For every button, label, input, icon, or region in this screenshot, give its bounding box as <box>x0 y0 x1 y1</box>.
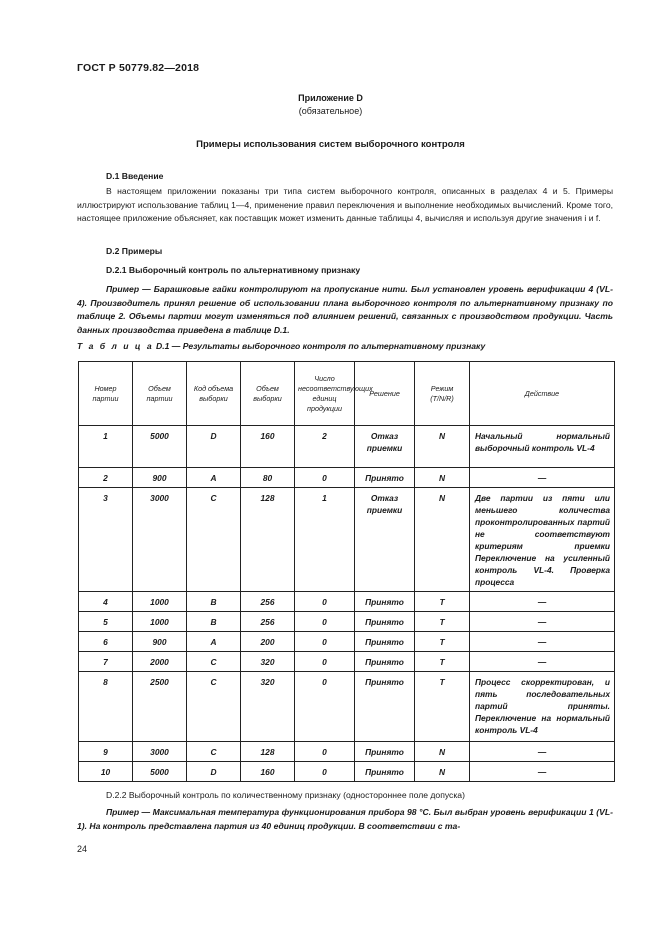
table-cell: 2000 <box>133 652 187 672</box>
table-cell: 0 <box>295 468 355 488</box>
column-header: Действие <box>470 362 615 426</box>
table-cell: 900 <box>133 468 187 488</box>
table-cell: 1000 <box>133 612 187 632</box>
table-cell: B <box>187 612 241 632</box>
annex-title: Приложение D <box>298 93 363 103</box>
table-cell: 4 <box>79 592 133 612</box>
table-cell: Принято <box>355 592 415 612</box>
table-caption <box>77 341 485 351</box>
table-cell: 3000 <box>133 742 187 762</box>
table-cell: A <box>187 468 241 488</box>
annex-heading: Примеры использования систем выборочного контроля <box>196 139 465 150</box>
table-cell: Отказ приемки <box>355 426 415 468</box>
table-row <box>79 632 615 652</box>
table-cell: 160 <box>241 426 295 468</box>
table-cell: — <box>470 632 615 652</box>
table-caption-prefix: Т а б л и ц а <box>77 341 154 351</box>
table-cell: — <box>470 742 615 762</box>
table-cell: 0 <box>295 672 355 742</box>
table-cell: D <box>187 426 241 468</box>
table-cell: 256 <box>241 592 295 612</box>
table-row <box>79 612 615 632</box>
table-cell: 0 <box>295 612 355 632</box>
table-cell: 2500 <box>133 672 187 742</box>
table-cell: 320 <box>241 672 295 742</box>
table-cell: N <box>415 426 470 468</box>
table-cell: B <box>187 592 241 612</box>
page-number: 24 <box>77 844 88 854</box>
table-row <box>79 652 615 672</box>
table-cell: — <box>470 762 615 782</box>
table-cell: 5 <box>79 612 133 632</box>
table-cell: — <box>470 612 615 632</box>
table-cell: C <box>187 742 241 762</box>
table-cell: 7 <box>79 652 133 672</box>
section-d21-title: D.2.1 Выборочный контроль по альтернативному признаку <box>106 265 361 275</box>
table-cell: 0 <box>295 742 355 762</box>
table-cell: T <box>415 612 470 632</box>
table-cell: 0 <box>295 632 355 652</box>
table-cell: T <box>415 672 470 742</box>
table-row <box>79 762 615 782</box>
section-d1-title: D.1 Введение <box>106 171 164 181</box>
table-row <box>79 488 615 592</box>
table-cell: 128 <box>241 742 295 762</box>
table-cell: C <box>187 488 241 592</box>
table-cell: 0 <box>295 652 355 672</box>
table-cell: 320 <box>241 652 295 672</box>
table-cell: Отказ приемки <box>355 488 415 592</box>
table-caption-title: D.1 — Результаты выборочного контроля по альтернативному признаку <box>156 341 486 351</box>
column-header: Объем партии <box>133 362 187 426</box>
column-header: Режим (T/N/R) <box>415 362 470 426</box>
table-cell: 3000 <box>133 488 187 592</box>
table-cell: Принято <box>355 632 415 652</box>
table-cell: 10 <box>79 762 133 782</box>
table-cell: N <box>415 742 470 762</box>
column-header: Код объема выборки <box>187 362 241 426</box>
section-d1-text: В настоящем приложении показаны три типа систем выборочного контроля, описанных в разделах 4 и 5. Примеры иллюстрируют использование таблиц 1—4, применение правил переключения и выполнение необходимых вычислений. Кроме того, настоящее приложение объясняет, как поставщик может изменить данные таблицы 4, вычисляя и используя другие значения i и f. <box>77 186 613 223</box>
table-cell: — <box>470 592 615 612</box>
table-cell: 900 <box>133 632 187 652</box>
table-cell: Две партии из пяти или меньшего количества проконтролированных партий не соответствуют критериям приемки Переключение на усиленный контроль VL-4. Проверка процесса <box>470 488 615 592</box>
section-d2-title: D.2 Примеры <box>106 246 163 256</box>
table-cell: 5000 <box>133 426 187 468</box>
annex-status: (обязательное) <box>298 106 363 116</box>
table-cell: 3 <box>79 488 133 592</box>
table-row <box>79 742 615 762</box>
document-code: ГОСТ Р 50779.82—2018 <box>77 62 200 74</box>
table-cell: 160 <box>241 762 295 782</box>
table-cell: 256 <box>241 612 295 632</box>
column-header: Номер партии <box>79 362 133 426</box>
example-d22-text: Пример — Максимальная температура функционирования прибора 98 °C. Был выбран уровень верификации 1 (VL-1). На контроль представлена партия из 40 единиц продукции. В соответствии с та- <box>77 807 613 831</box>
table-cell: 200 <box>241 632 295 652</box>
table-cell: 0 <box>295 762 355 782</box>
table-cell: T <box>415 592 470 612</box>
table-cell: 2 <box>295 426 355 468</box>
table-cell: Принято <box>355 612 415 632</box>
table-cell: Начальный нормальный выборочный контроль VL-4 <box>470 426 615 468</box>
table-cell: N <box>415 488 470 592</box>
example-d21-text: Пример — Барашковые гайки контролируют на пропускание нити. Был установлен уровень верификации 4 (VL-4). Производитель принял решение об использовании плана выборочного контроля по альтернативному признаку по таблице 2. Объемы партии могут изменяться под влиянием решений, связанных с производством продукции. Часть данных производства приведена в таблице D.1. <box>77 284 613 335</box>
table-cell: Принято <box>355 742 415 762</box>
table-cell: 8 <box>79 672 133 742</box>
table-row <box>79 592 615 612</box>
column-header: Объем выборки <box>241 362 295 426</box>
table-cell: 5000 <box>133 762 187 782</box>
table-cell: T <box>415 632 470 652</box>
table-cell: C <box>187 652 241 672</box>
table-cell: N <box>415 468 470 488</box>
table-cell: 2 <box>79 468 133 488</box>
table-cell: 0 <box>295 592 355 612</box>
table-cell: D <box>187 762 241 782</box>
table-row <box>79 468 615 488</box>
table-cell: 80 <box>241 468 295 488</box>
table-cell: 9 <box>79 742 133 762</box>
table-cell: 1 <box>295 488 355 592</box>
column-header: Число несоответствующих единиц продукции <box>295 362 355 426</box>
table-cell: Принято <box>355 672 415 742</box>
table-row <box>79 426 615 468</box>
section-d22-title: D.2.2 Выборочный контроль по количественному признаку (одностороннее поле допуска) <box>106 790 465 800</box>
table-cell: — <box>470 652 615 672</box>
table-cell: Принято <box>355 762 415 782</box>
table-header-row <box>79 362 615 426</box>
table-cell: T <box>415 652 470 672</box>
table-cell: — <box>470 468 615 488</box>
table-cell: 1 <box>79 426 133 468</box>
table-cell: 128 <box>241 488 295 592</box>
table-cell: N <box>415 762 470 782</box>
column-header: Решение <box>355 362 415 426</box>
table-cell: A <box>187 632 241 652</box>
table-cell: Принято <box>355 652 415 672</box>
table-row <box>79 672 615 742</box>
table-cell: 6 <box>79 632 133 652</box>
table-cell: C <box>187 672 241 742</box>
results-table <box>78 361 615 782</box>
table-cell: Процесс скорректирован, и пять последовательных партий приняты. Переключение на нормальный контроль VL-4 <box>470 672 615 742</box>
table-cell: 1000 <box>133 592 187 612</box>
table-cell: Принято <box>355 468 415 488</box>
